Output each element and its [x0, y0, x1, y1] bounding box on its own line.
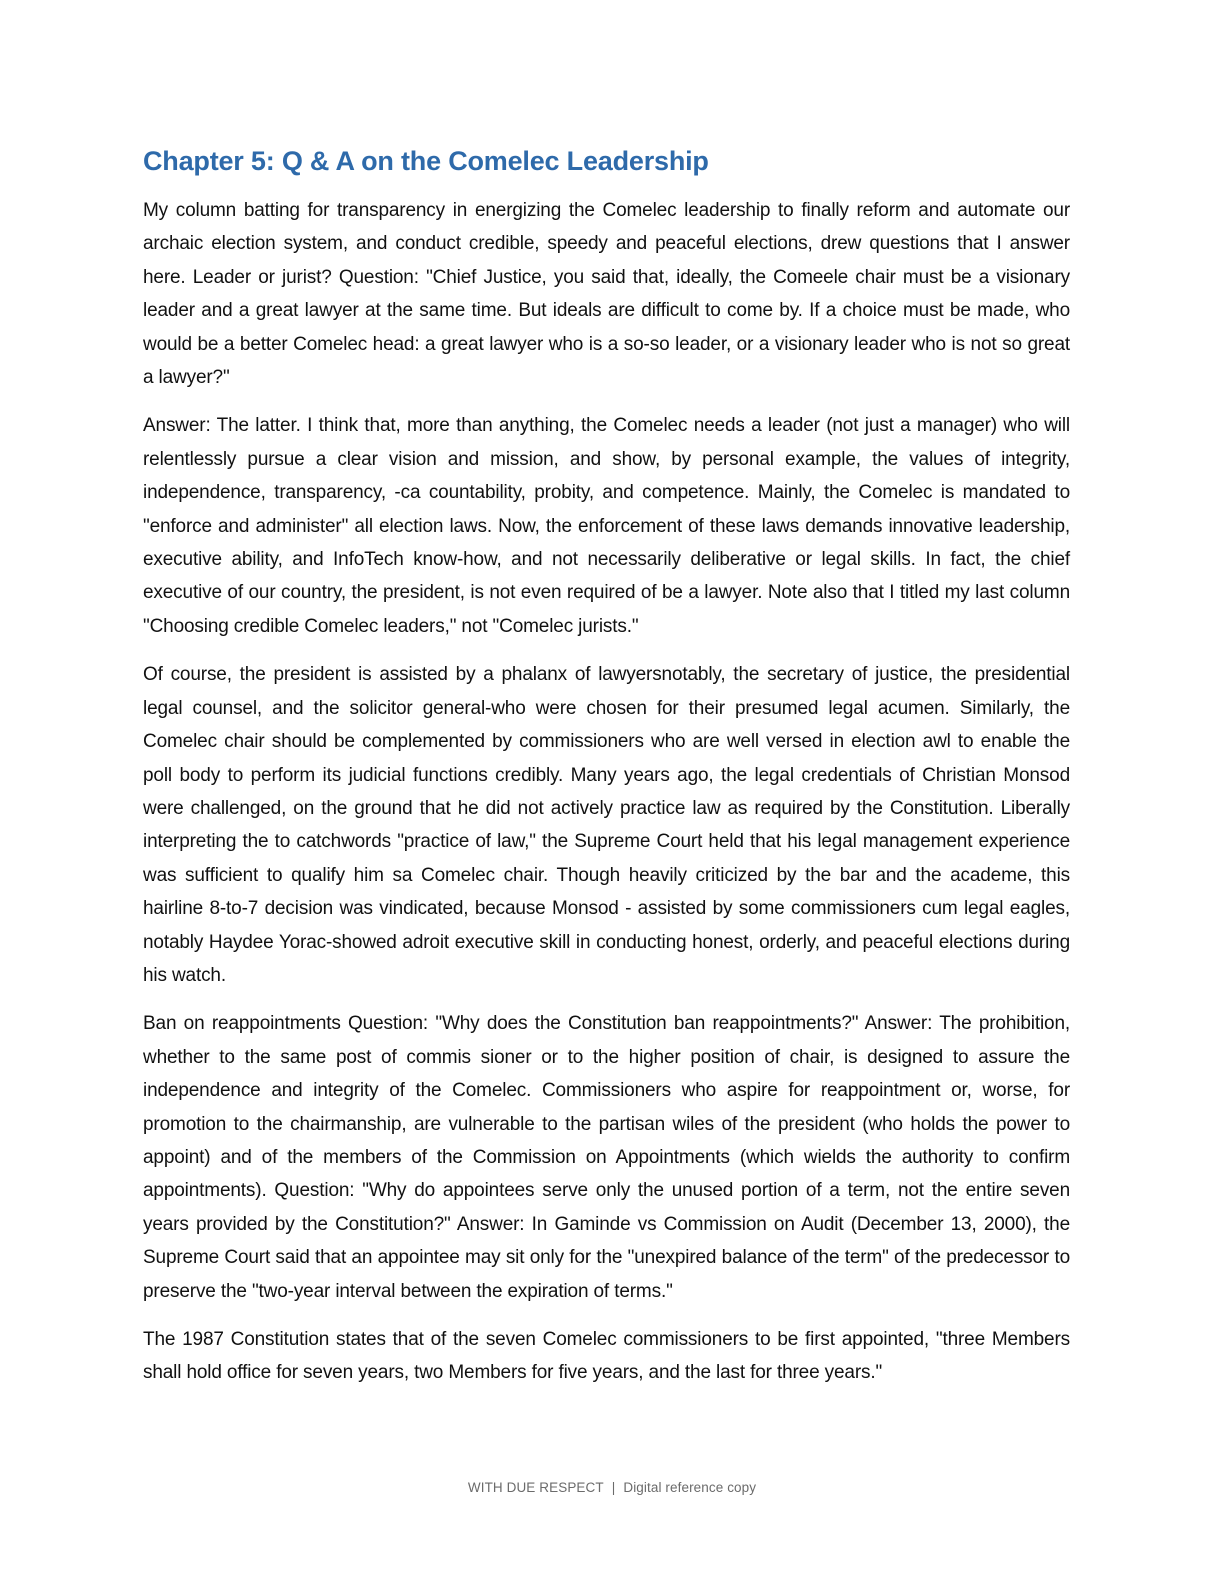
paragraph-1987-constitution: The 1987 Constitution states that of the seven Comelec commissioners to be first appointed, "three Members shall hold office for seven years, two Members for five years, and the last for three years."	[143, 1329, 1070, 1384]
footer-book-title: WITH DUE RESPECT	[467, 1480, 604, 1495]
chapter-title: Chapter 5: Q & A on the Comelec Leadership	[143, 146, 709, 176]
paragraph-president-assisted: Of course, the president is assisted by a phalanx of lawyersnotably, the secretary of justice, the presidential legal counsel, and the solicitor general-who were chosen for their presumed legal acumen. Similarly, the Comelec chair should be complemented by commissioners who are well versed in election awl to enable the poll body to perform its judicial functions credibly. Many years ago, the legal credentials of Christian Monsod were challenged, on the ground that he did not actively practice law as required by the Constitution. Liberally interpreting the to catchwords "practice of law," the Supreme Court held that his legal management experience was sufficient to qualify him sa Comelec chair. Though heavily criticized by the bar and the academe, this hairline 8-to-7 decision was vindicated, because Monsod - assisted by some commissioners cum legal eagles, notably Haydee Yorac-showed adroit executive skill in conducting honest, orderly, and peaceful elections during his watch.	[143, 664, 1070, 986]
footer-note: Digital reference copy	[623, 1480, 757, 1495]
paragraph-answer-latter: Answer: The latter. I think that, more than anything, the Comelec needs a leader (not just a manager) who will relentlessly pursue a clear vision and mission, and show, by personal example, the values of integrity, independence, transparency, -ca countability, probity, and competence. Mainly, the Comelec is mandated to "enforce and administer" all election laws. Now, the enforcement of these laws demands innovative leadership, executive ability, and InfoTech know-how, and not necessarily deliberative or legal skills. In fact, the chief executive of our country, the president, is not even required of be a lawyer. Note also that I titled my last column "Choosing credible Comelec leaders," not "Comelec jurists."	[143, 415, 1070, 637]
page-content	[143, 144, 1070, 1405]
footer-separator: |	[611, 1480, 616, 1495]
paragraph-leader-or-jurist: My column batting for transparency in energizing the Comelec leadership to finally reform and automate our archaic election system, and conduct credible, speedy and peaceful elections, drew questions that I answer here. Leader or jurist? Question: "Chief Justice, you said that, ideally, the Comeele chair must be a visionary leader and a great lawyer at the same time. But ideals are difficult to come by. If a choice must be made, who would be a better Comelec head: a great lawyer who is a so-so leader, or a visionary leader who is not so great a lawyer?"	[143, 200, 1070, 389]
page-footer	[0, 1480, 1224, 1495]
paragraph-ban-on-reappointments: Ban on reappointments Question: "Why does the Constitution ban reappointments?" Answer: The prohibition, whether to the same post of commis sioner or to the higher position of chair, is designed to assure the independence and integrity of the Comelec. Commissioners who aspire for reappointment or, worse, for promotion to the chairmanship, are vulnerable to the partisan wiles of the president (who holds the power to appoint) and of the members of the Commission on Appointments (which wields the authority to confirm appointments). Question: "Why do appointees serve only the unused portion of a term, not the entire seven years provided by the Constitution?" Answer: In Gaminde vs Commission on Audit (December 13, 2000), the Supreme Court said that an appointee may sit only for the "unexpired balance of the term" of the predecessor to preserve the "two-year interval between the expiration of terms."	[143, 1013, 1070, 1302]
